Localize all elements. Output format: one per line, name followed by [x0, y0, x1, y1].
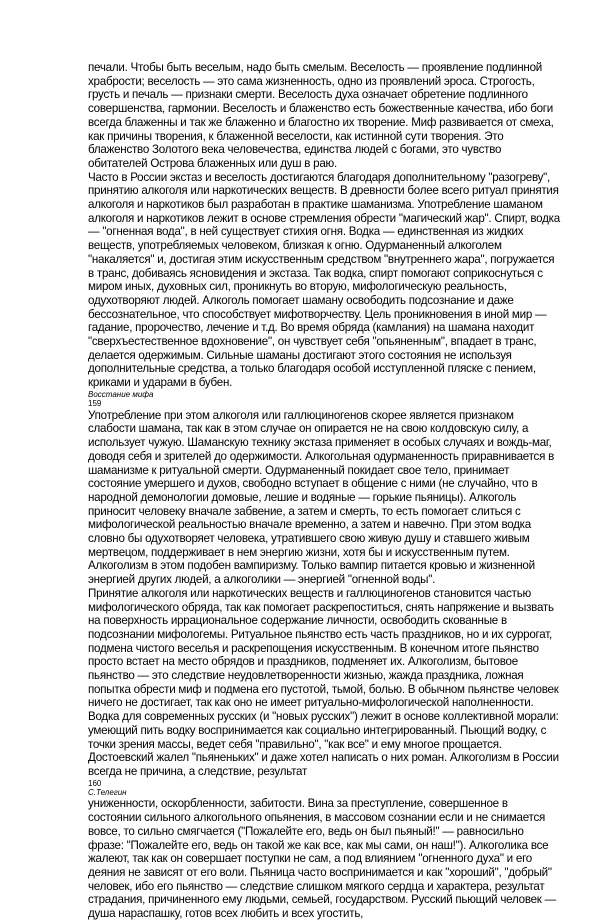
paragraph: униженности, оскорбленности, забитости. Вина за преступление, совершенное в состоянии сильного алкогольного опьянения, в массовом сознании если и не снимается вовсе, то сильно смягчается ("Пожалейте его, ведь он был пьяный!" — равносильно фразе: "Пожалейте его, ведь он такой же как все, как мы сами, он наш!"). Алкоголика все жалеют, так как он совершает поступки не сам, а под влиянием "огненного духа" и его деяния не зависят от его воли. Пьяница часто воспринимается и как "хороший", "добрый" человек, ибо его пьянство — следствие слишком мягкого сердца и характера, результат страдания, причиненного ему людьми, семьей, государством. Русский пьющий человек — душа нараспашку, готов всех любить и всех угостить, [88, 797, 556, 921]
paragraph: Водка для современных русских (и "новых русских") лежит в основе коллективной морали: умеющий пить водку воспринимается как социально интегрированный. Пьющий водку, с точки зрения массы, ведет себя "правильно", "как все" и ему многое прощается. Достоевский жалел "пьяненьких" и даже хотел написать о них роман. Алкоголизм в России всегда не причина, а следствие, результат [88, 710, 559, 778]
running-title: С.Телегин [88, 788, 127, 798]
paragraph: Часто в России экстаз и веселость достигаются благодаря дополнительному "разогреву", принятию алкоголя или наркотических веществ. В древности более всего ритуал принятия алкоголя и наркотиков был разработан в практике шаманизма. Употребление шаманом алкоголя и наркотиков лежит в основе стремления обрести "магический жар". Спирт, водка — "огненная вода", в ней существует стихия огня. Водка — единственная из жидких веществ, употребляемых человеком, близкая к огню. Одурманенный алкоголем "накаляется" и, достигая этим искусственным средством "внутреннего жара", погружается в транс, добиваясь ясновидения и экстаза. Так водка, спирт помогают соприкоснуться с миром иных, духовных сил, проникнуть во вторую, мифологическую реальность, одухотворяют людей. Алкоголь помогает шаману освободить подсознание и даже бессознательное, что способствует мифотворчеству. Цель проникновения в иной мир — гадание, пророчество, лечение и т.д. Во время обряда (камлания) на шамана находит "сверхъестественное вдохновение", он чувствует себя "опьяненным", впадает в транс, делается одержимым. Сильные шаманы достигают этого состояния не используя дополнительные средства, а только благодаря особой исступленной пляске с пением, криками и ударами в бубен. [88, 170, 560, 390]
paragraph: Употребление при этом алкоголя или галлюциногенов скорее является признаком слабости шамана, так как в этом случае он опирается не на свою колдовскую силу, а использует чужую. Шаманскую технику экстаза применяет в особых случаях и вождь-маг, доводя себя и зрителей до одержимости. Алкогольная одурманенность приравнивается в шаманизме к ритуальной смерти. Одурманенный покидает свое тело, принимает состояние умершего и духов, свободно вступает в общение с ними (не случайно, что в народной демонологии домовые, лешие и водяные — горькие пьяницы). Алкоголь приносит человеку вначале забвение, а затем и смерть, то есть помогает слиться с мифологической реальностью вначале временно, а затем и навечно. При этом водка словно бы одухотворяет человека, утратившего свою живую душу и ставшего живым мертвецом, поддерживает в нем энергию жизни, хотя бы и искусственным путем. Алкоголизм в этом подобен вампиризму. Только вампир питается кровью и жизненной энергией других людей, а алкоголики — энергией "огненной воды". [88, 408, 554, 587]
paragraph: печали. Чтобы быть веселым, надо быть смелым. Веселость — проявление подлинной храбрости; веселость — это сама жизненность, одно из проявлений эроса. Строгость, грусть и печаль — признаки смерти. Веселость духа означает обретение подлинного совершенства, гармонии. Веселость и блаженство есть божественные качества, ибо боги всегда блаженны и так же блаженно и благостно их творение. Миф развивается от смеха, как причины творения, к блаженной веселости, как истинной сути творения. Это блаженство Золотого века человечества, единства людей с богами, это чувство обитателей Острова блаженных или душ в раю. [88, 61, 554, 170]
page-number: 160 [88, 778, 102, 788]
paragraph: Принятие алкоголя или наркотических веществ и галлюциногенов становится частью мифологического обряда, так как помогает раскрепоститься, снять напряжение и вызвать на поверхность иррациональное содержание личности, освободить скованные в подсознании мифологемы. Ритуальное пьянство есть часть праздников, но и их суррогат, подмена чистого веселья и раскрепощения искусственным. В конечном итоге пьянство просто встает на место обрядов и праздников, подменяет их. Алкоголизм, бытовое пьянство — это следствие неудовлетворенности жизнью, жажда праздника, ложная попытка обрести миф и подмена его пустотой, тьмой, болью. В обычном пьянстве человек ничего не достигает, так как оно не имеет ритуально-мифологической наполненности. [88, 586, 559, 710]
page-number: 159 [88, 399, 102, 409]
running-title: Восстание мифа [88, 389, 154, 399]
